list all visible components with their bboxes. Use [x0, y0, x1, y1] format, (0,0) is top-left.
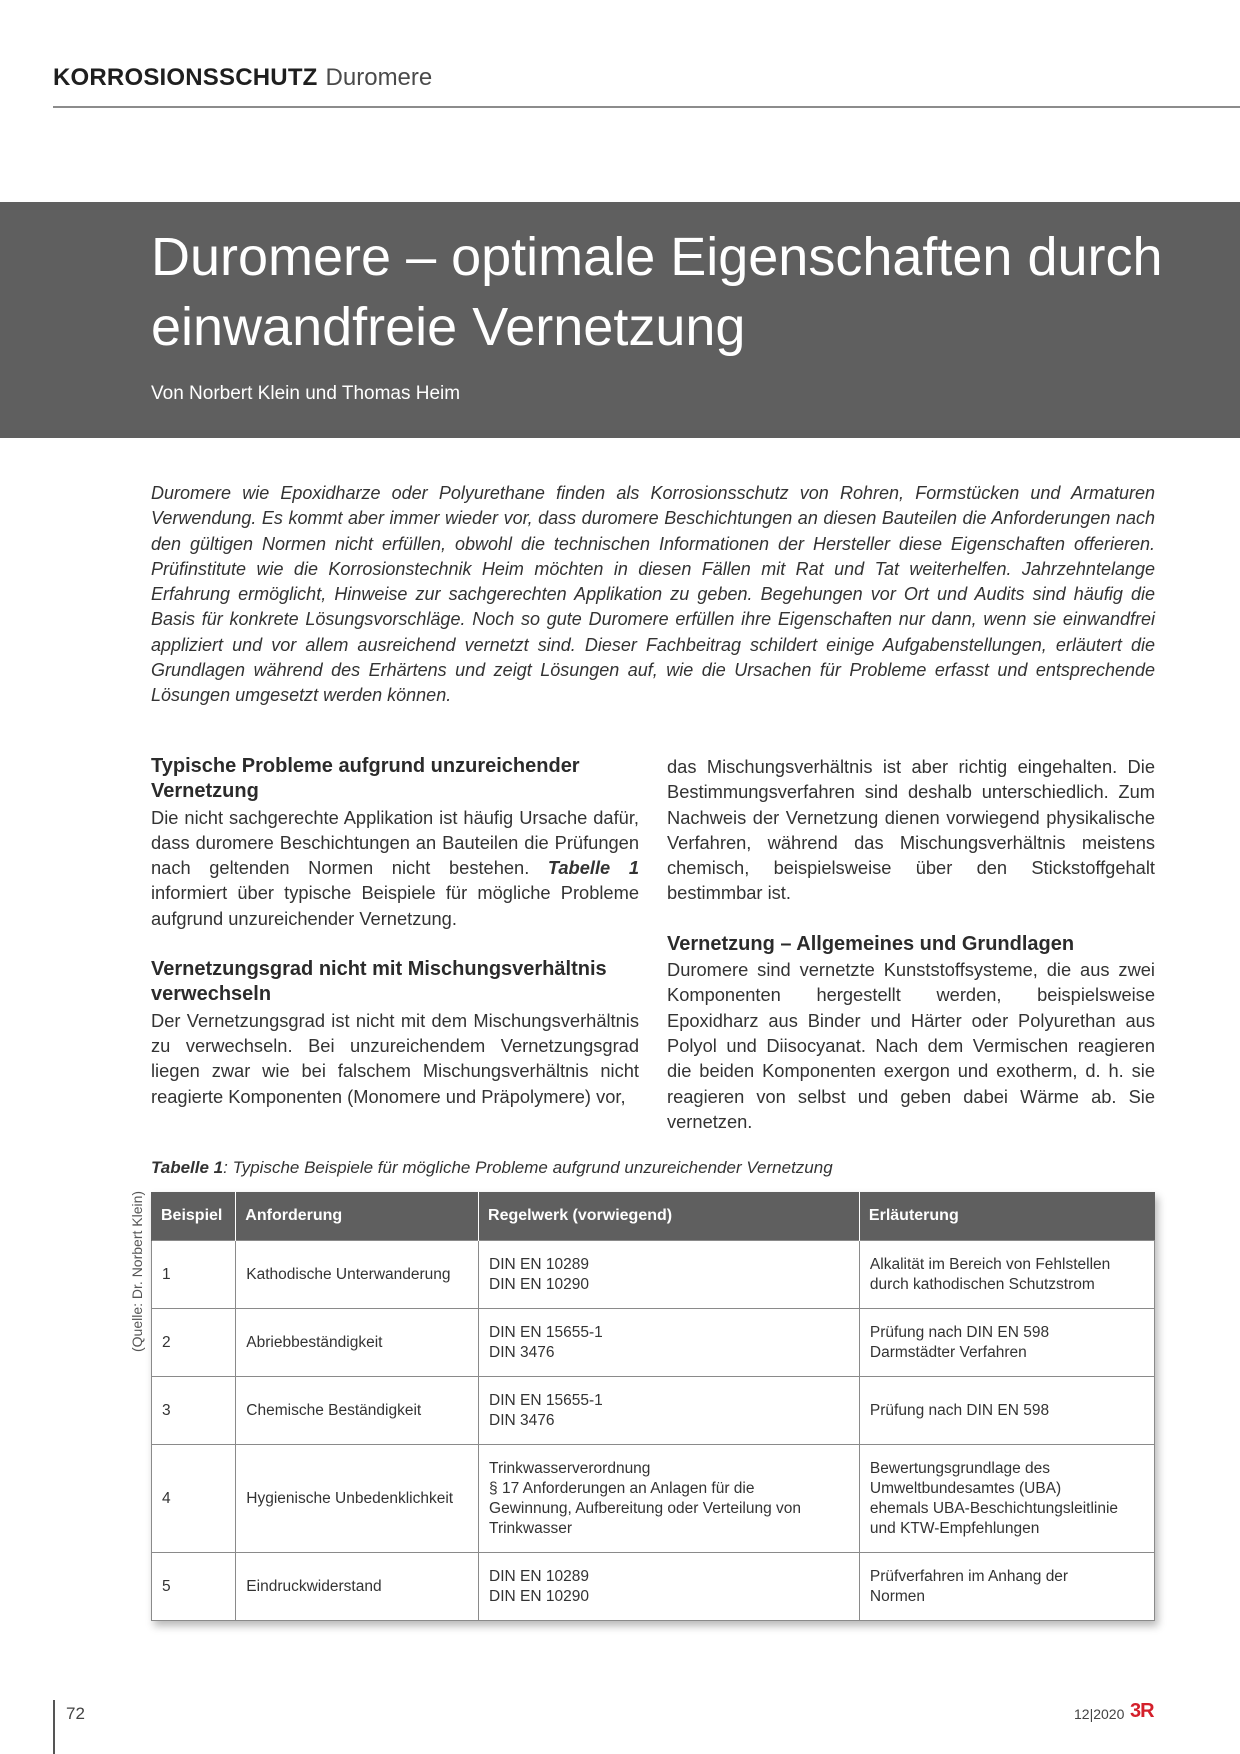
- left-column: [151, 754, 639, 1109]
- cell-line: DIN EN 10290: [489, 1275, 589, 1293]
- cell-anforderung: Kathodische Unterwanderung: [236, 1241, 479, 1309]
- cell-anforderung: Chemische Beständigkeit: [236, 1377, 479, 1445]
- table-row: [152, 1445, 1155, 1553]
- cell-erlaeuterung: [859, 1445, 1154, 1553]
- caption-label: Tabelle 1: [151, 1158, 224, 1177]
- body-text: informiert über typische Beispiele für mögliche Probleme aufgrund unzureichender Vernetzung.: [151, 882, 639, 929]
- table-row: [152, 1553, 1155, 1621]
- cell-regelwerk: [479, 1377, 860, 1445]
- lead-paragraph: Duromere wie Epoxidharze oder Polyurethane finden als Korrosionsschutz von Rohren, Formstücken und Armaturen Verwendung. Es kommt aber immer wieder vor, dass duromere Beschichtungen an diesen Bauteilen die Anforderungen nach den gültigen Normen nicht erfüllen, obwohl die technischen Informationen der Hersteller diese Eigenschaften offerieren. Prüfinstitute wie die Korrosionstechnik Heim möchten in diesen Fällen mit Rat und Tat weiterhelfen. Jahrzehntelange Erfahrung ermöglicht, Hinweise zur sachgerechten Applikation zu geben. Begehungen vor Ort und Audits sind häufig die Basis für konkrete Lösungsvorschläge. Noch so gute Duromere erfüllen ihre Eigenschaften nur dann, wenn sie einwandfrei appliziert und vor allem ausreichend vernetzt sind. Dieser Fachbeitrag schildert einige Aufgabenstellungen, erläutert die Grundlagen während des Erhärtens und zeigt Lösungen auf, wie die Ursachen für Probleme erfasst und entsprechende Lösungen umgesetzt werden können.: [151, 483, 1155, 706]
- cell-line: Normen: [869, 1587, 926, 1605]
- cell-line: durch kathodischen Schutzstrom: [869, 1275, 1095, 1293]
- table-row: [152, 1309, 1155, 1377]
- cell-line: DIN EN 10289: [489, 1567, 589, 1585]
- problems-table: [151, 1192, 1155, 1621]
- cell-line: Prüfverfahren im Anhang der: [869, 1567, 1069, 1585]
- body-paragraph: Der Vernetzungsgrad ist nicht mit dem Mischungsverhältnis zu verwechseln. Bei unzureichendem Vernetzungsgrad liegen zwar wie bei falschem Mischungsverhältnis nicht reagierte Komponenten (Monomere und Präpolymere) vor,: [151, 1009, 639, 1107]
- cell-regelwerk: [479, 1241, 860, 1309]
- table-row: [152, 1241, 1155, 1309]
- column-header: Erläuterung: [859, 1192, 1154, 1241]
- cell-line: § 17 Anforderungen an Anlagen für die: [489, 1479, 755, 1497]
- cell-regelwerk: [479, 1309, 860, 1377]
- issue-label: 12|2020: [1074, 1706, 1125, 1722]
- cell-line: Alkalität im Bereich von Fehlstellen: [869, 1255, 1111, 1273]
- cell-anforderung: Eindruckwiderstand: [236, 1553, 479, 1621]
- cell-erlaeuterung: [859, 1309, 1154, 1377]
- footer-bar: [53, 1700, 55, 1754]
- body-paragraph: Duromere sind vernetzte Kunststoffsysteme, die aus zwei Komponenten hergestellt werden, beispielsweise Epoxidharz aus Binder und Härter oder Polyurethan aus Polyol und Diisocyanat. Nach dem Vermischen reagieren die beiden Komponenten exergon und exotherm, d. h. sie reagieren von selbst und geben dabei Wärme ab. Sie vernetzen.: [667, 959, 1155, 1132]
- cell-anforderung: Abriebbeständigkeit: [236, 1309, 479, 1377]
- cell-nr: 1: [152, 1241, 236, 1309]
- authors: Von Norbert Klein und Thomas Heim: [151, 383, 461, 404]
- cell-line: und KTW-Empfehlungen: [869, 1519, 1040, 1537]
- cell-line: Bewertungsgrundlage des: [869, 1459, 1051, 1477]
- cell-line: Umweltbundesamtes (UBA): [869, 1479, 1062, 1497]
- cell-line: Prüfung nach DIN EN 598: [869, 1323, 1050, 1341]
- column-header: Anforderung: [236, 1192, 479, 1241]
- cell-line: ehemals UBA-Beschichtungsleitlinie: [869, 1499, 1119, 1517]
- cell-erlaeuterung: [859, 1377, 1154, 1445]
- cell-anforderung: Hygienische Unbedenklichkeit: [236, 1445, 479, 1553]
- cell-line: DIN EN 10290: [489, 1587, 589, 1605]
- cell-line: DIN EN 15655-1: [489, 1391, 603, 1409]
- table-row: [152, 1377, 1155, 1445]
- page-number: 72: [66, 1704, 85, 1723]
- cell-nr: 3: [152, 1377, 236, 1445]
- cell-line: DIN EN 10289: [489, 1255, 589, 1273]
- right-column: [667, 754, 1155, 1134]
- body-text: Die nicht sachgerechte Applikation ist häufig Ursache dafür, dass duromere Beschichtungen an Bauteilen die Prüfungen nach geltenden Normen nicht bestehen.: [151, 806, 639, 879]
- header-rule: [53, 106, 1240, 108]
- cell-regelwerk: [479, 1445, 860, 1553]
- cell-line: Darmstädter Verfahren: [869, 1343, 1027, 1361]
- cell-erlaeuterung: [859, 1241, 1154, 1309]
- cell-regelwerk: [479, 1553, 860, 1621]
- article-title: [151, 222, 1191, 362]
- cell-nr: 4: [152, 1445, 236, 1553]
- section-label: KORROSIONSSCHUTZ: [53, 64, 318, 91]
- cell-line: Trinkwasser: [489, 1519, 573, 1537]
- cell-line: Prüfung nach DIN EN 598: [869, 1401, 1050, 1419]
- table-source: (Quelle: Dr. Norbert Klein): [129, 1190, 145, 1352]
- topic-label: Duromere: [325, 64, 433, 91]
- cell-nr: 5: [152, 1553, 236, 1621]
- cell-line: DIN 3476: [489, 1411, 555, 1429]
- body-paragraph: das Mischungsverhältnis ist aber richtig eingehalten. Die Bestimmungsverfahren sind deshalb unterschiedlich. Zum Nachweis der Vernetzung dienen vorwiegend physikalische Verfahren, während das Mischungsverhältnis meistens chemisch, beispielsweise über den Stickstoffgehalt bestimmbar ist.: [667, 756, 1155, 904]
- title-line-1: Duromere – optimale Eigenschaften durch: [151, 227, 1163, 287]
- cell-erlaeuterung: [859, 1553, 1154, 1621]
- cell-line: Trinkwasserverordnung: [489, 1459, 651, 1477]
- cell-line: Gewinnung, Aufbereitung oder Verteilung von: [489, 1499, 801, 1517]
- table-header-row: [152, 1192, 1155, 1241]
- cell-line: DIN 3476: [489, 1343, 555, 1361]
- column-header: Regelwerk (vorwiegend): [479, 1192, 860, 1241]
- section-heading: Vernetzung – Allgemeines und Grundlagen: [667, 932, 1075, 955]
- section-heading: Vernetzungsgrad nicht mit Mischungsverhältnis verwechseln: [151, 958, 607, 1006]
- section-heading: Typische Probleme aufgrund unzureichender Vernetzung: [151, 755, 580, 803]
- table-reference: Tabelle 1: [547, 857, 639, 879]
- caption-text: : Typische Beispiele für mögliche Probleme aufgrund unzureichender Vernetzung: [223, 1158, 833, 1177]
- cell-line: DIN EN 15655-1: [489, 1323, 603, 1341]
- publisher-logo: 3R: [1130, 1700, 1154, 1722]
- body-paragraph: [151, 805, 639, 931]
- table-caption: [151, 1158, 833, 1178]
- column-header: Beispiel: [152, 1192, 236, 1241]
- running-head: [53, 64, 432, 92]
- cell-nr: 2: [152, 1309, 236, 1377]
- title-line-2: einwandfreie Vernetzung: [151, 297, 746, 357]
